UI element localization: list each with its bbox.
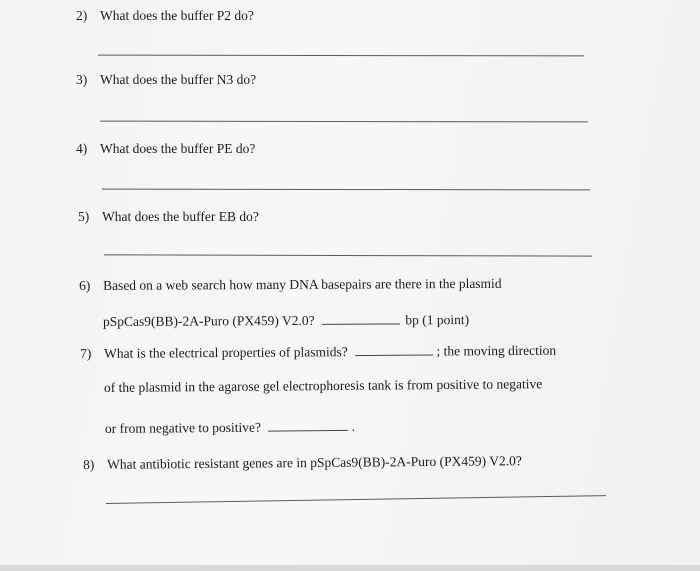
question-text: Based on a web search how many DNA basepairs are there in the plasmid <box>103 275 502 293</box>
page-bottom-edge <box>0 565 700 571</box>
question-text: What does the buffer EB do? <box>102 209 259 224</box>
question-7-continuation <box>104 375 542 397</box>
answer-line-4[interactable] <box>102 189 590 191</box>
question-text: What antibiotic resistant genes are in pSpCas9(BB)-2A-Puro (PX459) V2.0? <box>107 453 522 472</box>
question-number: 7) <box>80 345 92 361</box>
question-7-continuation-2 <box>105 418 355 438</box>
answer-line-3[interactable] <box>100 121 588 123</box>
question-6-continuation <box>103 311 469 331</box>
answer-line-8[interactable] <box>106 495 606 504</box>
question-punctuation: . <box>351 418 356 434</box>
question-text <box>104 342 556 363</box>
answer-blank-7a[interactable] <box>355 343 433 357</box>
question-number: 6) <box>79 277 91 293</box>
question-text: What does the buffer N3 do? <box>100 72 257 87</box>
question-number: 8) <box>83 456 95 472</box>
question-number: 3) <box>76 72 88 87</box>
question-text: pSpCas9(BB)-2A-Puro (PX459) V2.0? <box>102 312 315 329</box>
question-text: or from negative to positive? <box>104 419 262 436</box>
answer-blank-7b[interactable] <box>268 418 348 432</box>
question-text-part: ; the moving direction <box>436 342 557 359</box>
question-text-part: What is the electrical properties of plasmids? <box>104 344 348 361</box>
answer-line-5[interactable] <box>104 254 592 256</box>
question-number: 4) <box>76 141 88 156</box>
question-text: What does the buffer P2 do? <box>100 8 254 23</box>
question-text: What does the buffer PE do? <box>100 141 256 156</box>
answer-blank-6[interactable] <box>322 311 400 324</box>
question-number: 5) <box>78 209 90 224</box>
question-text: of the plasmid in the agarose gel electrophoresis tank is from positive to negative <box>103 376 543 395</box>
question-unit: bp (1 point) <box>405 312 470 328</box>
answer-line-2[interactable] <box>98 55 584 57</box>
question-number: 2) <box>76 8 88 23</box>
